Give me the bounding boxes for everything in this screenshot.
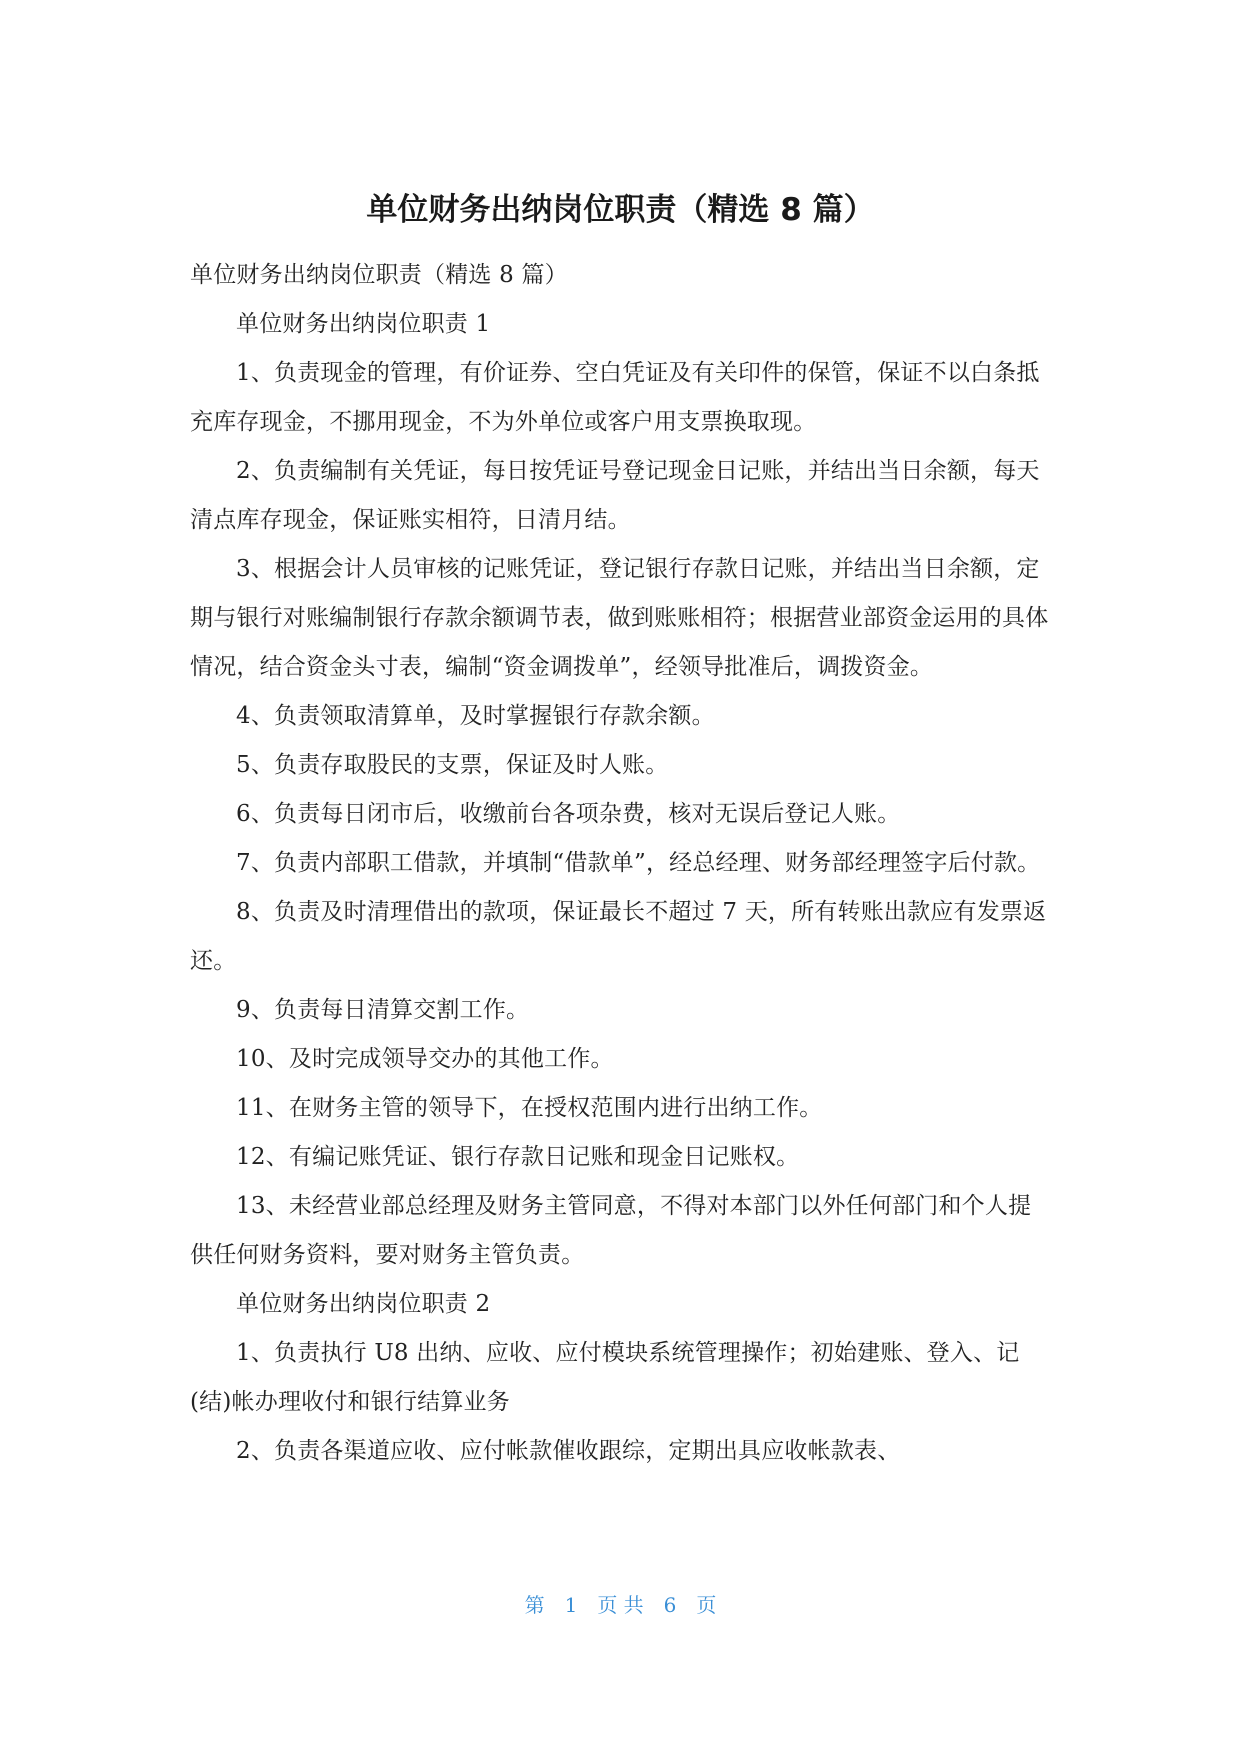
duty-item: 4、负责领取清算单，及时掌握银行存款余额。 [236, 703, 715, 729]
document-title: 单位财务出纳岗位职责（精选 8 篇） [366, 192, 875, 228]
duty-item: 13、未经营业部总经理及财务主管同意，不得对本部门以外任何部门和个人提供任何财务资料，要对财务主管负责。 [190, 1193, 1032, 1268]
duty-item: 8、负责及时清理借出的款项，保证最长不超过 7 天，所有转账出款应有发票返还。 [190, 899, 1047, 974]
total-pages-number: 6 [663, 1593, 677, 1617]
duty-item: 1、负责现金的管理，有价证券、空白凭证及有关印件的保管，保证不以白条抵充库存现金，不挪用现金，不为外单位或客户用支票换取现。 [190, 360, 1040, 435]
section-heading-2: 单位财务出纳岗位职责 2 [236, 1291, 491, 1317]
duty-item: 7、负责内部职工借款，并填制“借款单”，经总经理、财务部经理签字后付款。 [236, 850, 1041, 876]
subtitle: 单位财务出纳岗位职责（精选 8 篇） [190, 262, 568, 288]
duty-item: 2、负责编制有关凭证，每日按凭证号登记现金日记账，并结出当日余额，每天清点库存现金，保证账实相符，日清月结。 [190, 458, 1040, 533]
page-label-mid: 页 共 [597, 1593, 644, 1617]
section-heading-1: 单位财务出纳岗位职责 1 [236, 311, 491, 337]
duty-item: 6、负责每日闭市后，收缴前台各项杂费，核对无误后登记人账。 [236, 801, 901, 827]
duty-item: 11、在财务主管的领导下，在授权范围内进行出纳工作。 [236, 1095, 823, 1121]
document-body [190, 251, 1050, 1476]
duty-item: 5、负责存取股民的支票，保证及时人账。 [236, 752, 669, 778]
duty-item: 1、负责执行 U8 出纳、应收、应付模块系统管理操作；初始建账、登入、记(结)帐办理收付和银行结算业务 [190, 1340, 1020, 1415]
duty-item: 3、根据会计人员审核的记账凭证，登记银行存款日记账，并结出当日余额，定期与银行对账编制银行存款余额调节表，做到账账相符；根据营业部资金运用的具体情况，结合资金头寸表，编制“资金调拨单”，经领导批准后，调拨资金。 [190, 556, 1049, 680]
duty-item: 2、负责各渠道应收、应付帐款催收跟综，定期出具应收帐款表、 [236, 1438, 901, 1464]
page-label-suffix: 页 [696, 1593, 717, 1617]
page-footer [0, 1590, 1241, 1620]
page-label-prefix: 第 [524, 1593, 545, 1617]
duty-item: 9、负责每日清算交割工作。 [236, 997, 530, 1023]
duty-item: 10、及时完成领导交办的其他工作。 [236, 1046, 614, 1072]
duty-item: 12、有编记账凭证、银行存款日记账和现金日记账权。 [236, 1144, 800, 1170]
current-page-number: 1 [564, 1593, 578, 1617]
